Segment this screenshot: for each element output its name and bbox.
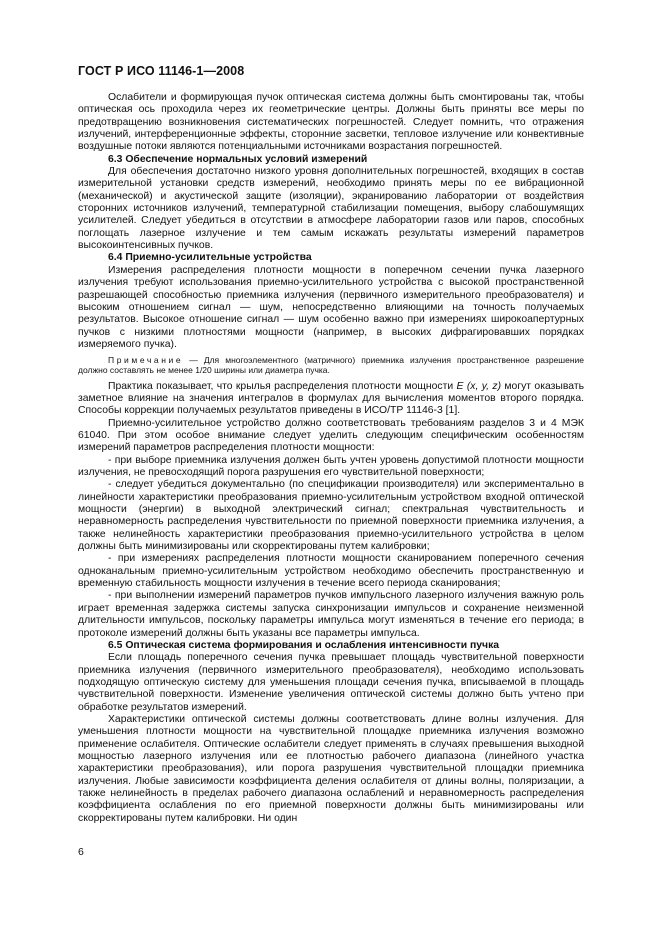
- list-item: - при выполнении измерений параметров пучков импульсного лазерного излучения важную роль играет временная задержка системы запуска синхронизации импульсов и сохранение неизменной длительности импульсов, поскольку параметры импульса могут изменяться в течение его периода; в протоколе измерений должны быть указаны все параметры импульса.: [78, 590, 584, 639]
- note-label: Примечание: [108, 355, 184, 366]
- note: [78, 355, 584, 375]
- section-6-5-title: 6.5 Оптическая система формирования и ослабления интенсивности пучка: [108, 639, 500, 651]
- page-content: [78, 92, 584, 825]
- power-density-variable: E (x, y, z): [456, 380, 502, 392]
- note-fraction: 1/20: [195, 365, 212, 376]
- section-6-5-p1: Если площадь поперечного сечения пучка превышает площадь чувствительной поверхности приемника излучения (первичного измерительного преобразователя), необходимо использовать подходящую оптическую систему для уменьшения площади сечения пучка, вписываемой в площадь чувствительной поверхности. Изменение увеличения оптической системы должно быть учтено при обработке результатов измерений.: [78, 652, 584, 713]
- section-6-3-text: Для обеспечения достаточно низкого уровня дополнительных погрешностей, входящих в состав измерительной установки средств измерений, необходимо принять меры по ее вибрационной (механической) и акустической защите (изоляции), экранированию лаборатории от воздействия сторонних источников излучений, температурной стабилизации помещения, выбору слабошумящих усилителей. Следует убедиться в отсутствии в атмосфере лаборатории газов или паров, способных поглощать лазерное излучение и тем самым искажать результаты измерений параметров высокоинтенсивных пучков.: [78, 166, 584, 252]
- section-6-5-p2: Характеристики оптической системы должны соответствовать длине волны излучения. Для уменьшения плотности мощности на чувствительной площадке приемника излучения возможно применение ослабителя. Оптические ослабители следует применять в случаях превышения выходной мощностью лазерного излучения или ее плотностью рабочего диапазона (линейного участка характеристики преобразования), или порога разрушения чувствительной площадки приемника излучения. Любые зависимости коэффициента деления ослабителя от длины волны, поляризации, а также нелинейность в пределах рабочего диапазона ослаблений и неравномерность распределения коэффициента ослабления по его приемной поверхности должны быть минимизированы или скорректированы путем калибровки. Ни один: [78, 713, 584, 824]
- requirements-paragraph: Приемно-усилительное устройство должно соответствовать требованиям разделов 3 и 4 МЭК 61040. При этом особое внимание следует уделить следующим специфическим особенностям измерений параметров распределения плотности мощности:: [78, 417, 584, 454]
- list-item: - при измерениях распределения плотности мощности сканированием поперечного сечения одноканальным приемно-усилительным устройством необходимо обеспечить пространственную и временную стабильность мощности излучения в течение всего периода сканирования;: [78, 553, 584, 590]
- page-number: 6: [78, 846, 84, 858]
- document-header: ГОСТ Р ИСО 11146-1—2008: [78, 64, 245, 78]
- paragraph-attenuators: Ослабители и формирующая пучок оптическая система должны быть смонтированы так, чтобы оптическая ось проходила через их геометрические центры. Должны быть приняты все меры по предотвращению возникновения систематических погрешностей. Следует помнить, что отражения излучений, интерференционные эффекты, сторонние засветки, тепловое излучение или конвективные воздушные потоки являются потенциальными источниками возрастания погрешностей.: [78, 92, 584, 153]
- section-6-3-title: 6.3 Обеспечение нормальных условий измерений: [108, 153, 368, 165]
- note-text: — Для многоэлементного (матричного) приемника излучения пространственное разрешение должно составлять не менее: [78, 355, 585, 376]
- list-item: - следует убедиться документально (по спецификации производителя) или экспериментально в линейности характеристики преобразования приемно-усилительным устройством входной оптической мощности (энергии) в выходной электрический сигнал; спектральная чувствительность и неравномерность распределения чувствительности по приемной поверхности приемника излучения, а также нелинейность характеристики преобразования приемно-усилительного устройства в целом должны быть минимизированы или скорректированы путем калибровки;: [78, 479, 584, 553]
- note-suffix: ширины или диаметра пучка.: [211, 365, 330, 376]
- wings-paragraph: Практика показывает, что крылья распределения плотности мощности E (x, y, z) могут оказывать заметное влияние на значения интегралов в формулах для вычисления моментов второго порядка. Способы коррекции получаемых результатов приведены в ИСО/ТР 11146-3 [1].: [78, 380, 584, 417]
- section-6-4-title: 6.4 Приемно-усилительные устройства: [108, 252, 312, 264]
- section-6-4-text: Измерения распределения плотности мощности в поперечном сечении пучка лазерного излучения требуют использования приемно-усилительного устройства с высокой пространственной разрешающей способностью приемника излучения (первичного измерительного преобразователя) и высоким отношением сигнал — шум, непосредственно влияющими на точность получаемых результатов. Высокое отношение сигнал — шум особенно важно при измерениях широкоапертурных пучков с низкими плотностями мощности (например, в высоких дифрагировавших порядках измеряемого пучка).: [78, 264, 584, 350]
- list-item: - при выборе приемника излучения должен быть учтен уровень допустимой плотности мощности излучения, не превосходящий порога разрушения его чувствительной поверхности;: [78, 454, 584, 479]
